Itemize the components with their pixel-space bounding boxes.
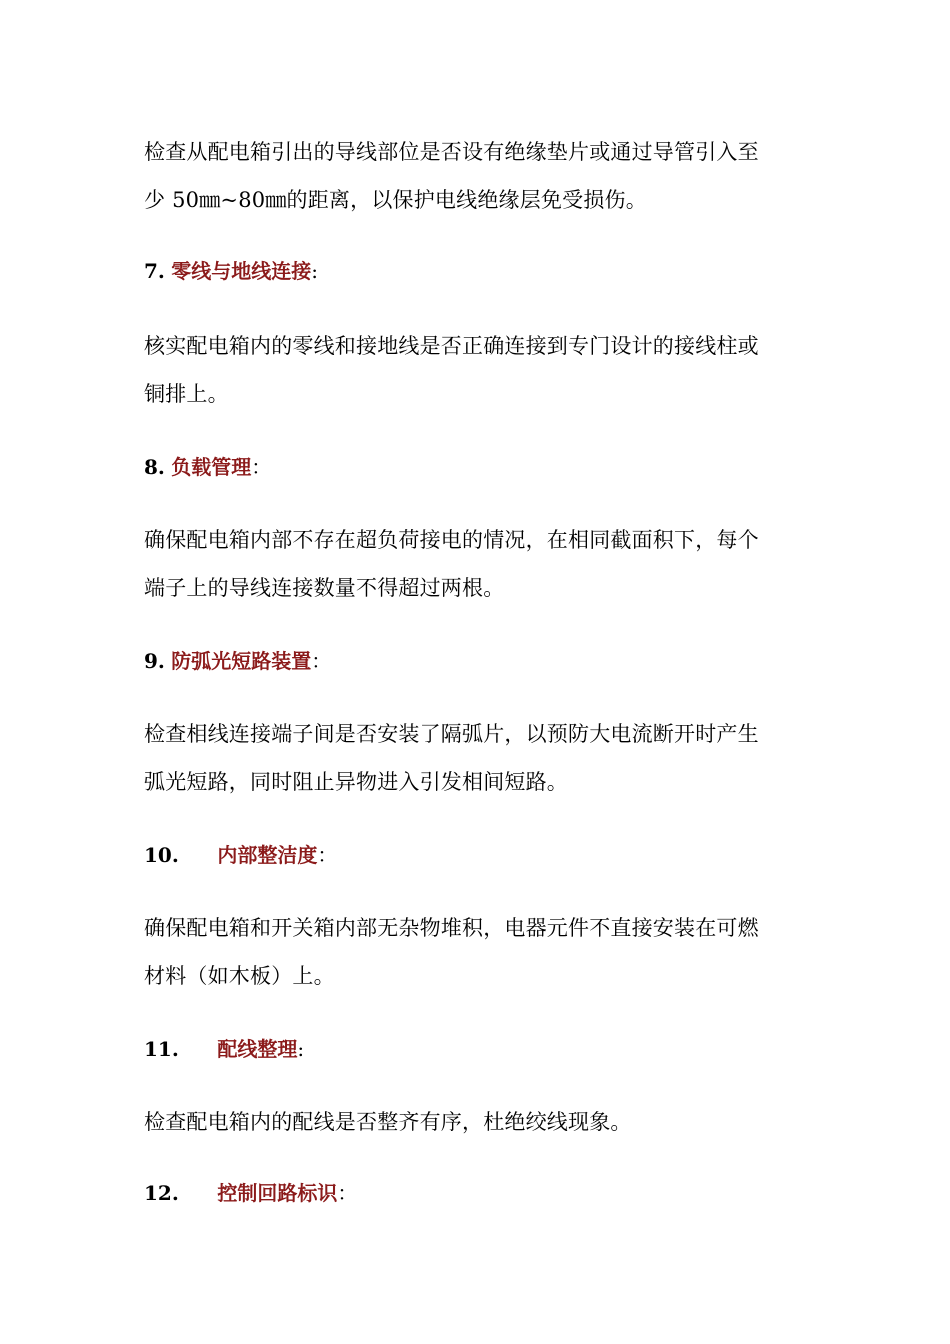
- body-line-2: 弧光短路，同时阻止异物进入引发相间短路。: [144, 770, 568, 794]
- section-colon: :: [297, 1037, 305, 1061]
- body-line-1: 核实配电箱内的零线和接地线是否正确连接到专门设计的接线柱或: [144, 334, 759, 358]
- section-colon: :: [311, 259, 318, 283]
- body-line-2: 端子上的导线连接数量不得超过两根。: [144, 576, 505, 600]
- section-number: 9.: [144, 649, 165, 673]
- body-line-1: 检查配电箱内的配线是否整齐有序，杜绝绞线现象。: [144, 1110, 632, 1134]
- body-line-1: 检查相线连接端子间是否安装了隔弧片，以预防大电流断开时产生: [144, 722, 759, 746]
- section-7-body: [144, 322, 804, 418]
- intro-line-2: 少 50㎜~80㎜的距离，以保护电线绝缘层免受损伤。: [144, 188, 647, 212]
- section-number: 12.: [144, 1181, 179, 1205]
- section-colon: ：: [251, 455, 272, 479]
- intro-line-1: 检查从配电箱引出的导线部位是否设有绝缘垫片或通过导管引入至: [144, 140, 759, 164]
- section-title: 负载管理: [171, 455, 252, 479]
- section-8-body: [144, 516, 804, 612]
- section-10-body: [144, 904, 804, 1000]
- intro-paragraph: [144, 128, 804, 224]
- section-colon: ：: [311, 649, 332, 673]
- section-colon: ：: [337, 1181, 358, 1205]
- body-line-1: 确保配电箱和开关箱内部无杂物堆积，电器元件不直接安装在可燃: [144, 916, 759, 940]
- section-number: 10.: [144, 843, 179, 867]
- body-line-2: 材料（如木板）上。: [144, 964, 335, 988]
- section-title: 配线整理: [217, 1037, 298, 1061]
- section-9-body: [144, 710, 804, 806]
- body-line-1: 确保配电箱内部不存在超负荷接电的情况，在相同截面积下，每个: [144, 528, 759, 552]
- section-12-heading: [144, 1178, 357, 1208]
- section-title: 内部整洁度: [217, 843, 318, 867]
- section-number: 11.: [144, 1037, 179, 1061]
- section-colon: ：: [317, 843, 338, 867]
- section-title: 控制回路标识: [217, 1181, 338, 1205]
- section-10-heading: [144, 840, 337, 870]
- section-7-heading: [144, 256, 318, 286]
- body-line-2: 铜排上。: [144, 382, 229, 406]
- section-title: 零线与地线连接: [171, 259, 312, 283]
- section-number: 8.: [144, 455, 165, 479]
- section-9-heading: [144, 646, 331, 676]
- section-11-body: [144, 1098, 804, 1146]
- section-11-heading: [144, 1034, 304, 1064]
- section-number: 7.: [144, 259, 165, 283]
- section-8-heading: [144, 452, 271, 482]
- section-title: 防弧光短路装置: [171, 649, 312, 673]
